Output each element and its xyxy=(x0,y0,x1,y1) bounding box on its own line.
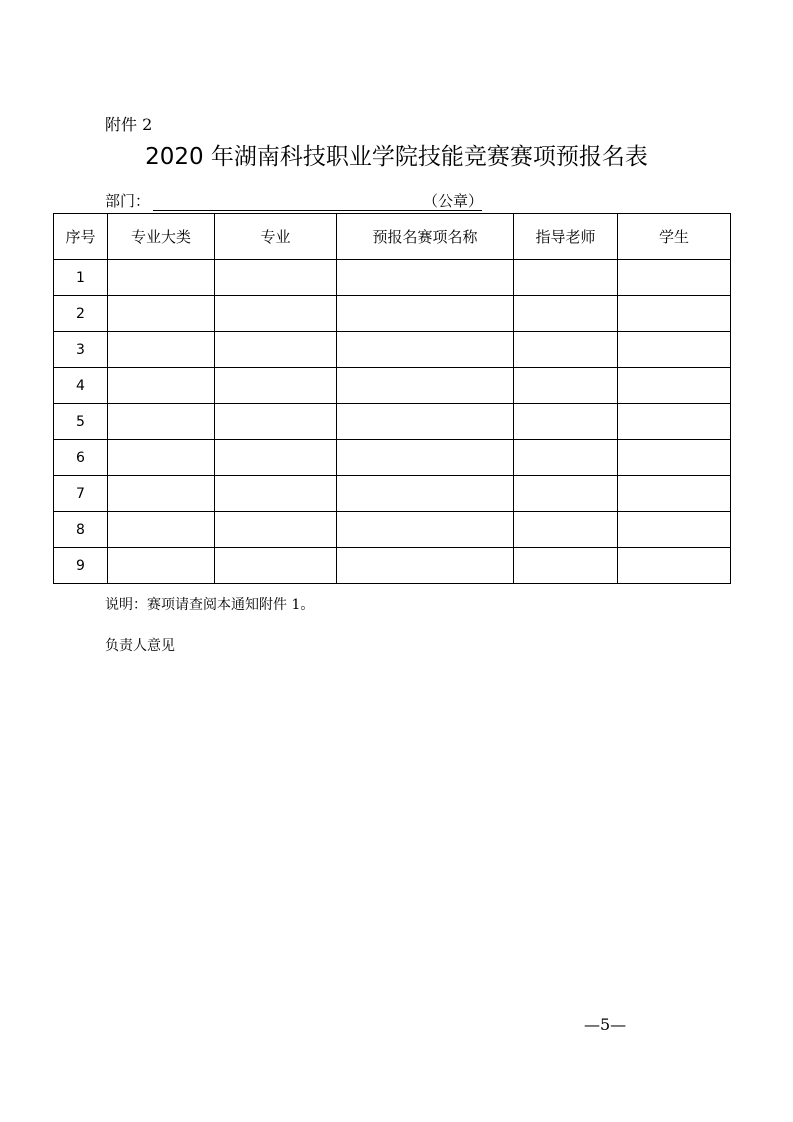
cell-major xyxy=(215,404,337,440)
cell-student xyxy=(618,332,731,368)
cell-event xyxy=(337,332,514,368)
cell-student xyxy=(618,296,731,332)
table-row xyxy=(54,548,731,584)
registration-table xyxy=(53,213,731,584)
attachment-label: 附件 2 xyxy=(105,115,153,134)
cell-category xyxy=(108,476,215,512)
header-event: 预报名赛项名称 xyxy=(337,214,514,260)
table-row xyxy=(54,332,731,368)
cell-teacher xyxy=(514,368,618,404)
table-row xyxy=(54,296,731,332)
cell-major xyxy=(215,512,337,548)
cell-no: 1 xyxy=(54,260,108,296)
page-title: 2020 年湖南科技职业学院技能竞赛赛项预报名表 xyxy=(145,144,648,170)
cell-category xyxy=(108,512,215,548)
table-row xyxy=(54,476,731,512)
cell-major xyxy=(215,476,337,512)
table-row xyxy=(54,260,731,296)
cell-no: 9 xyxy=(54,548,108,584)
cell-event xyxy=(337,404,514,440)
opinion-label: 负责人意见 xyxy=(105,638,175,654)
cell-major xyxy=(215,368,337,404)
cell-event xyxy=(337,368,514,404)
department-label: 部门： xyxy=(105,192,151,210)
cell-teacher xyxy=(514,332,618,368)
table-row xyxy=(54,404,731,440)
cell-category xyxy=(108,404,215,440)
table-row xyxy=(54,512,731,548)
table-header-row xyxy=(54,214,731,260)
cell-major xyxy=(215,332,337,368)
cell-student xyxy=(618,368,731,404)
cell-student xyxy=(618,548,731,584)
cell-teacher xyxy=(514,260,618,296)
cell-category xyxy=(108,368,215,404)
cell-category xyxy=(108,296,215,332)
cell-event xyxy=(337,476,514,512)
cell-category xyxy=(108,548,215,584)
cell-teacher xyxy=(514,404,618,440)
header-category: 专业大类 xyxy=(108,214,215,260)
cell-no: 3 xyxy=(54,332,108,368)
cell-no: 5 xyxy=(54,404,108,440)
cell-category xyxy=(108,440,215,476)
cell-teacher xyxy=(514,296,618,332)
cell-major xyxy=(215,260,337,296)
cell-event xyxy=(337,548,514,584)
header-teacher: 指导老师 xyxy=(514,214,618,260)
cell-teacher xyxy=(514,476,618,512)
cell-major xyxy=(215,296,337,332)
cell-student xyxy=(618,440,731,476)
cell-teacher xyxy=(514,440,618,476)
cell-category xyxy=(108,332,215,368)
note-text: 说明：赛项请查阅本通知附件 1。 xyxy=(105,597,315,613)
cell-no: 2 xyxy=(54,296,108,332)
cell-teacher xyxy=(514,548,618,584)
cell-student xyxy=(618,476,731,512)
cell-no: 7 xyxy=(54,476,108,512)
header-no: 序号 xyxy=(54,214,108,260)
header-student: 学生 xyxy=(618,214,731,260)
cell-no: 8 xyxy=(54,512,108,548)
cell-no: 6 xyxy=(54,440,108,476)
cell-student xyxy=(618,512,731,548)
seal-label: （公章） xyxy=(423,192,484,210)
cell-major xyxy=(215,548,337,584)
cell-teacher xyxy=(514,512,618,548)
cell-student xyxy=(618,404,731,440)
table-row xyxy=(54,440,731,476)
cell-event xyxy=(337,296,514,332)
cell-event xyxy=(337,260,514,296)
cell-student xyxy=(618,260,731,296)
cell-category xyxy=(108,260,215,296)
cell-event xyxy=(337,440,514,476)
cell-major xyxy=(215,440,337,476)
table-row xyxy=(54,368,731,404)
cell-event xyxy=(337,512,514,548)
cell-no: 4 xyxy=(54,368,108,404)
page-number: —5— xyxy=(584,1015,627,1034)
table-body xyxy=(54,260,731,584)
header-major: 专业 xyxy=(215,214,337,260)
